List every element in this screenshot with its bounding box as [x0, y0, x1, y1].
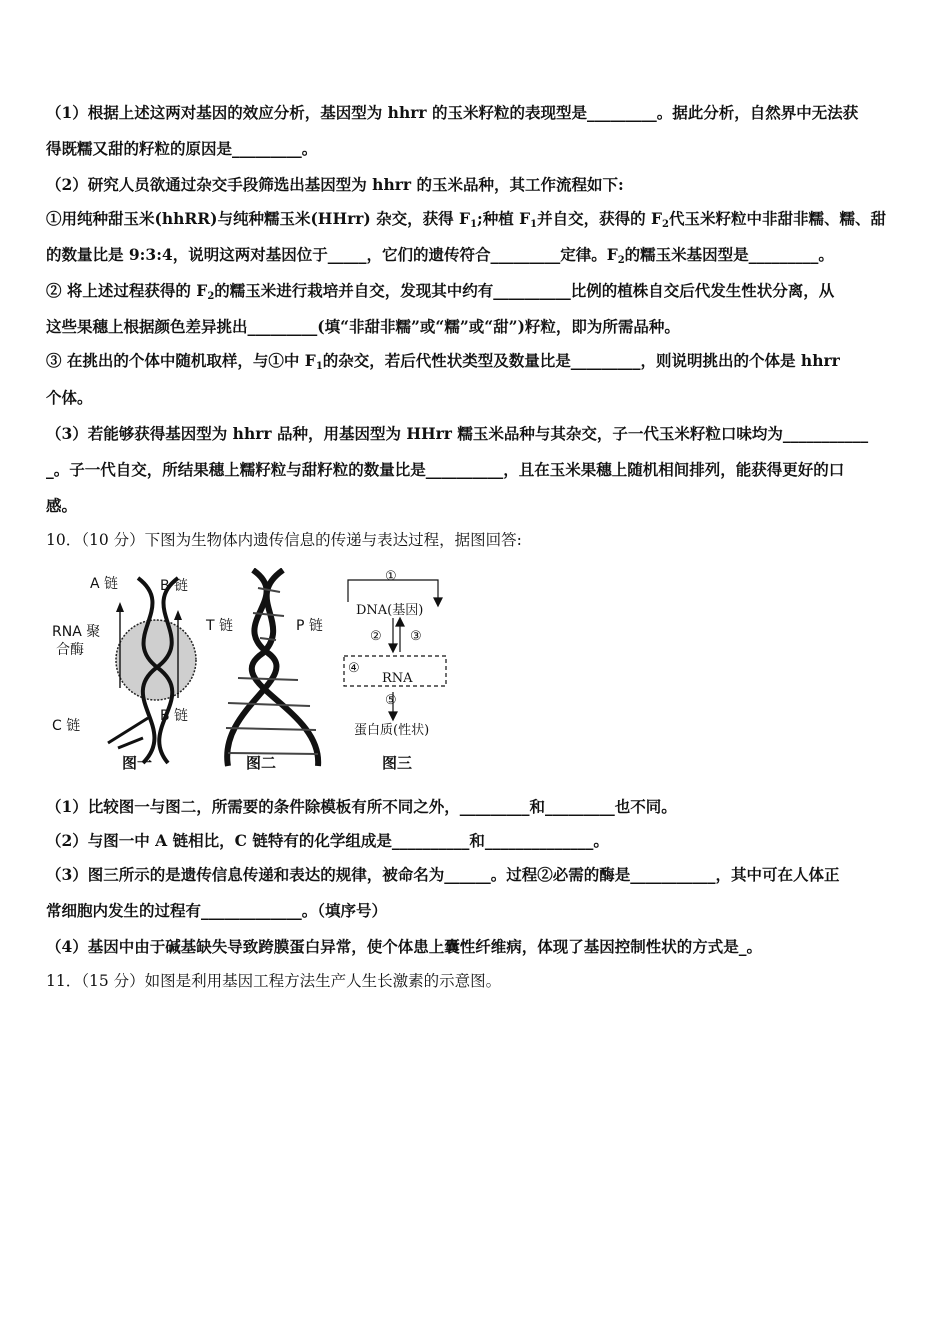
q9-part2-step3-line1: [46, 351, 840, 377]
fig3-label-4: ④: [348, 661, 360, 676]
fig3-label-2: ②: [370, 629, 382, 644]
arrow-head-icon: [434, 598, 442, 606]
subscript: 2: [207, 291, 215, 302]
arrow-head-icon: [396, 618, 404, 626]
arrow-head-icon: [389, 712, 397, 720]
q10-title: 10．（10 分）下图为生物体内遗传信息的传递与表达过程，据图回答:: [46, 531, 522, 549]
rna-polymerase-blob: [116, 620, 196, 700]
fig2-label-t-chain: T 链: [206, 618, 234, 634]
fig1-label-a-chain: A 链: [90, 576, 119, 592]
subscript: 2: [662, 219, 669, 230]
arrow-head-icon: [116, 602, 124, 612]
fig2-strand-p: [252, 570, 318, 766]
fig1-caption: 图一: [122, 754, 153, 772]
q11-title: 11．（15 分）如图是利用基因工程方法生产人生长激素的示意图。: [46, 972, 502, 990]
text: ③ 在挑出的个体中随机取样，与①中 F: [46, 351, 316, 370]
text: 的数量比是 9:3:4，说明这两对基因位于_____，它们的遗传符合_________定律。F: [46, 245, 618, 264]
fig3-caption: 图三: [382, 754, 413, 772]
q10-part2: （2）与图一中 A 链相比，C 链特有的化学组成是__________和______________。: [46, 831, 609, 850]
q9-part2-intro: （2）研究人员欲通过杂交手段筛选出基因型为 hhrr 的玉米品种，其工作流程如下:: [46, 175, 624, 194]
q9-part1-line2: 得既糯又甜的籽粒的原因是_________。: [46, 139, 318, 158]
q9-part2-step3-line2: 个体。: [46, 388, 93, 407]
q10-figure: [48, 568, 458, 778]
fig3-label-1: ①: [385, 569, 397, 584]
fig3-label-rna: RNA: [382, 671, 413, 686]
q9-part1-line1: （1）根据上述这两对基因的效应分析，基因型为 hhrr 的玉米籽粒的表现型是_________。据此分析，自然界中无法获: [46, 103, 859, 122]
q9-part3-line2: _。子一代自交，所结果穗上糯籽粒与甜籽粒的数量比是__________，且在玉米果穗上随机相间排列，能获得更好的口: [46, 460, 845, 479]
text: ①用纯种甜玉米(hhRR)与纯种糯玉米(HHrr) 杂交，获得 F: [46, 209, 471, 228]
fig1-label-rna-pol-1: RNA 聚: [52, 624, 101, 640]
q9-part2-step1-line1: [46, 209, 886, 235]
q10-part3-line2: 常细胞内发生的过程有_____________。（填序号）: [46, 901, 388, 920]
text: 的糯玉米进行栽培并自交，发现其中约有__________比例的植株自交后代发生性状分离，从: [214, 281, 835, 300]
text: ;种植 F: [477, 209, 531, 228]
fig3-label-3: ③: [410, 629, 422, 644]
q9-part2-step2-line2: 这些果穗上根据颜色差异挑出_________(填“非甜非糯”或“糯”或“甜”)籽粒，即为所需品种。: [46, 317, 680, 336]
fig2-label-p-chain: P 链: [296, 618, 323, 634]
q10-part1: （1）比较图一与图二，所需要的条件除模板有所不同之外，_________和_________也不同。: [46, 797, 677, 816]
text: 的糯玉米基因型是_________。: [624, 245, 834, 264]
text: ② 将上述过程获得的 F: [46, 281, 208, 300]
q10-part4: （4）基因中由于碱基缺失导致跨膜蛋白异常，使个体患上囊性纤维病，体现了基因控制性状的方式是_。: [46, 937, 763, 956]
fig1-label-b-chain-top: B 链: [160, 578, 189, 594]
subscript: 1: [530, 219, 538, 230]
fig1-helix: [108, 578, 196, 763]
text: 的杂交，若后代性状类型及数量比是_________，则说明挑出的个体是 hhrr: [322, 351, 840, 370]
subscript: 1: [470, 219, 478, 230]
subscript: 2: [617, 255, 625, 266]
arrow-head-icon: [389, 644, 397, 652]
fig2-helix: [226, 570, 318, 766]
text: 并自交，获得的 F: [537, 209, 663, 228]
q9-part3-line1: （3）若能够获得基因型为 hhrr 品种，用基因型为 HHrr 糯玉米品种与其杂交，子一代玉米籽粒口味均为___________: [46, 424, 869, 443]
fig1-label-b-chain-bottom: B 链: [160, 708, 189, 724]
fig3-label-protein: 蛋白质(性状): [354, 723, 430, 738]
q10-part3-line1: （3）图三所示的是遗传信息传递和表达的规律，被命名为______。过程②必需的酶是___________，其中可在人体正: [46, 865, 840, 884]
arrow-head-icon: [174, 610, 182, 620]
fig1-label-c-chain: C 链: [52, 718, 81, 734]
fig1-label-rna-pol-2: 合酶: [56, 642, 84, 658]
fig2-caption: 图二: [246, 754, 277, 772]
fig3-label-5: ⑤: [385, 693, 397, 708]
fig3-label-dna: DNA(基因): [356, 603, 424, 618]
fig1-strand-c: [108, 718, 148, 748]
text: 代玉米籽粒中非甜非糯、糯、甜: [669, 209, 887, 228]
q9-part3-line3: 感。: [46, 496, 78, 515]
q9-part2-step1-line2: [46, 245, 834, 271]
subscript: 1: [315, 361, 323, 372]
q9-part2-step2-line1: [46, 281, 834, 307]
